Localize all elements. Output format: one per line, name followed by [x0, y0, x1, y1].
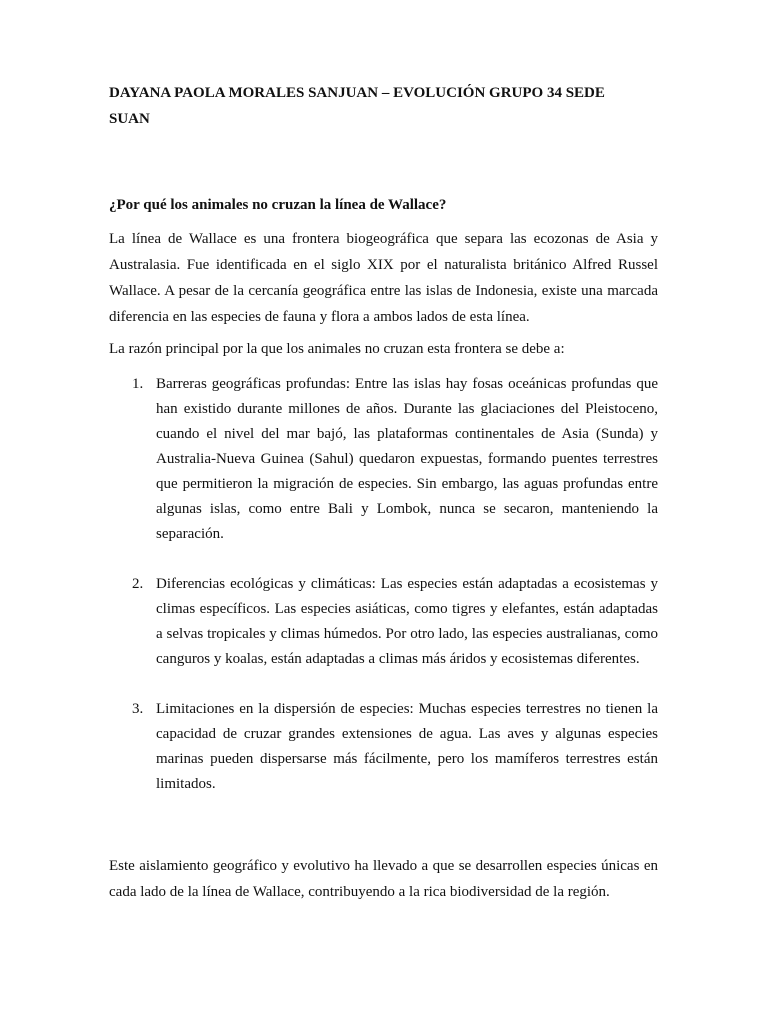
section-question-heading: ¿Por qué los animales no cruzan la línea de Wallace?	[109, 197, 447, 213]
list-item	[109, 697, 658, 797]
reasons-list	[109, 372, 658, 797]
list-item	[109, 572, 658, 672]
list-item-text: Barreras geográficas profundas: Entre las islas hay fosas oceánicas profundas que han existido durante millones de años. Durante las glaciaciones del Pleistoceno, cuando el nivel del mar bajó, las plataformas continentales de Asia (Sunda) y Australia-Nueva Guinea (Sahul) quedaron expuestas, formando puentes terrestres que permitieron la migración de especies. Sin embargo, las aguas profundas entre algunas islas, como entre Bali y Lombok, nunca se secaron, manteniendo la separación.	[156, 376, 658, 542]
reason-intro-paragraph: La razón principal por la que los animales no cruzan esta frontera se debe a:	[109, 341, 565, 357]
list-item	[109, 372, 658, 547]
list-item-number: 1.	[132, 376, 144, 392]
list-item-text: Diferencias ecológicas y climáticas: Las especies están adaptadas a ecosistemas y climas específicos. Las especies asiáticas, como tigres y elefantes, están adaptadas a selvas tropicales y climas húmedos. Por otro lado, las especies australianas, como canguros y koalas, están adaptadas a climas más áridos y ecosistemas diferentes.	[156, 576, 658, 667]
intro-paragraph: La línea de Wallace es una frontera biogeográfica que separa las ecozonas de Asia y Australasia. Fue identificada en el siglo XIX por el naturalista británico Alfred Russel Wallace. A pesar de la cercanía geográfica entre las islas de Indonesia, existe una marcada diferencia en las especies de fauna y flora a ambos lados de esta línea.	[109, 231, 658, 325]
document-title: DAYANA PAOLA MORALES SANJUAN – EVOLUCIÓN GRUPO 34 SEDE SUAN	[109, 85, 605, 127]
document-page	[109, 80, 658, 905]
list-item-number: 3.	[132, 701, 144, 717]
list-item-number: 2.	[132, 576, 144, 592]
list-item-text: Limitaciones en la dispersión de especies: Muchas especies terrestres no tienen la capacidad de cruzar grandes extensiones de agua. Las aves y algunas especies marinas pueden dispersarse más fácilmente, pero los mamíferos terrestres están limitados.	[156, 701, 658, 792]
closing-paragraph: Este aislamiento geográfico y evolutivo ha llevado a que se desarrollen especies únicas en cada lado de la línea de Wallace, contribuyendo a la rica biodiversidad de la región.	[109, 858, 658, 900]
